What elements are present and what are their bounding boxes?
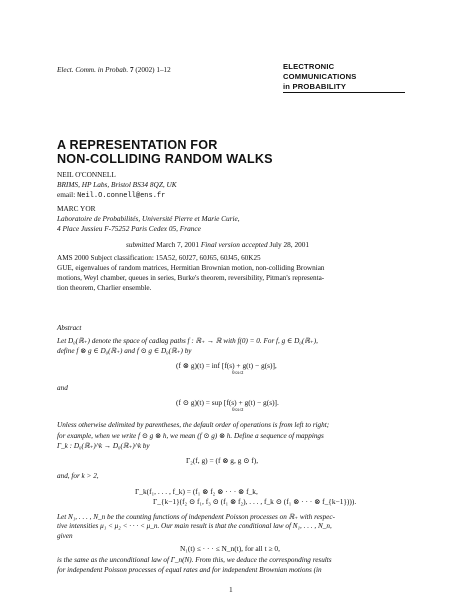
abstract-line-10: is the same as the unconditional law of Γ_n(N). From this, we deduce the corresponding results	[57, 556, 332, 564]
abstract-and-1: and	[57, 384, 68, 392]
page-number: 1	[229, 585, 233, 594]
equation-ordering: N₁(t) ≤ · · · ≤ N_n(t), for all t ≥ 0,	[180, 544, 280, 553]
abstract-line-8: tive intensities μ₁ < μ₂ < · · · < μ_n. Our main result is that the conditional law of N₁, . . . , N_n,	[57, 522, 332, 530]
final-version-date: July 28, 2001	[269, 240, 310, 249]
submission-dates	[126, 240, 309, 249]
author-affiliation-2-line-2: 4 Place Jussieu F-75252 Paris Cedex 05, France	[57, 224, 201, 233]
submitted-label: submitted	[126, 240, 155, 249]
journal-reference	[57, 66, 171, 74]
keywords-line-1: GUE, eigenvalues of random matrices, Hermitian Brownian motion, non-colliding Brownian	[57, 264, 325, 272]
journal-name-line-2: COMMUNICATIONS	[283, 72, 357, 81]
equation-inf-subscript: 0≤s≤t	[232, 371, 244, 376]
keywords-line-3: tion theorem, Charlier ensemble.	[57, 284, 152, 292]
journal-volume: 7	[130, 66, 134, 74]
final-version-label: Final version accepted	[200, 240, 268, 249]
abstract-line-11: for independent Poisson processes of equal rates and for independent Brownian motions (in	[57, 566, 322, 574]
journal-ref-prefix: Elect. Comm. in Probab.	[57, 66, 129, 74]
abstract-line-9: given	[57, 532, 73, 540]
paper-title-line-1: A REPRESENTATION FOR	[57, 138, 218, 152]
abstract-line-4: for example, when we write f ⊙ g ⊗ h, we mean (f ⊙ g) ⊗ h. Define a sequence of mappings	[57, 432, 324, 440]
abstract-line-7: Let N₁, . . . , N_n be the counting functions of independent Poisson processes on ℝ₊ with respec-	[57, 513, 335, 521]
author-affiliation-2-line-1: Laboratoire de Probabilités, Université Pierre et Marie Curie,	[57, 214, 240, 223]
abstract-line-5: Γ_k : D₀(ℝ₊)^k → D₀(ℝ₊)^k by	[57, 442, 150, 450]
author-name-1: NEIL O'CONNELL	[57, 170, 116, 179]
equation-sup: (f ⊙ g)(t) = sup [f(s) + g(t) − g(s)].	[176, 398, 279, 407]
author-affiliation-1: BRIMS, HP Labs, Bristol BS34 8QZ, UK	[57, 180, 177, 189]
journal-ref-rest: (2002) 1–12	[135, 66, 171, 74]
author-email[interactable]: Neil.O.connell@ens.fr	[77, 192, 166, 200]
equation-sup-subscript: 0≤s≤t	[232, 408, 244, 413]
equation-inf: (f ⊗ g)(t) = inf [f(s) + g(t) − g(s)],	[176, 361, 277, 370]
abstract-line-2: define f ⊗ g ∈ D₀(ℝ₊) and f ⊙ g ∈ D₀(ℝ₊) by	[57, 347, 192, 355]
journal-name-line-3: in PROBABILITY	[283, 82, 347, 91]
header-rule	[283, 92, 405, 93]
ams-classification: AMS 2000 Subject classification: 15A52, 60J27, 60J65, 60J45, 60K25	[57, 254, 261, 262]
abstract-line-3: Unless otherwise delimited by parentheses, the default order of operations is from left to right;	[57, 421, 330, 429]
equation-gamma-k-b: Γ_{k−1}(f₂ ⊙ f₁, f₃ ⊙ (f₁ ⊗ f₂), . . . , f_k ⊙ (f₁ ⊗ · · · ⊗ f_{k−1}))).	[153, 497, 357, 506]
paper-title-line-2: NON-COLLIDING RANDOM WALKS	[57, 152, 273, 166]
abstract-line-1: Let D₀(ℝ₊) denote the space of cadlag paths f : ℝ₊ → ℝ with f(0) = 0. For f, g ∈ D₀(ℝ₊),	[57, 337, 318, 345]
author-name-2: MARC YOR	[57, 204, 96, 213]
author-email-line	[57, 190, 165, 200]
equation-gamma-k-a: Γ_k(f₁, . . . , f_k) = (f₁ ⊗ f₂ ⊗ · · · ⊗ f_k,	[135, 487, 258, 496]
abstract-heading: Abstract	[57, 324, 82, 332]
journal-name-line-1: ELECTRONIC	[283, 62, 335, 71]
email-label: email:	[57, 190, 76, 199]
equation-gamma-2: Γ₂(f, g) = (f ⊗ g, g ⊙ f),	[186, 456, 259, 465]
submitted-date: March 7, 2001	[156, 240, 199, 249]
abstract-line-6: and, for k > 2,	[57, 472, 99, 480]
keywords-line-2: motions, Weyl chamber, queues in series, Burke's theorem, reversibility, Pitman's representa-	[57, 274, 325, 282]
